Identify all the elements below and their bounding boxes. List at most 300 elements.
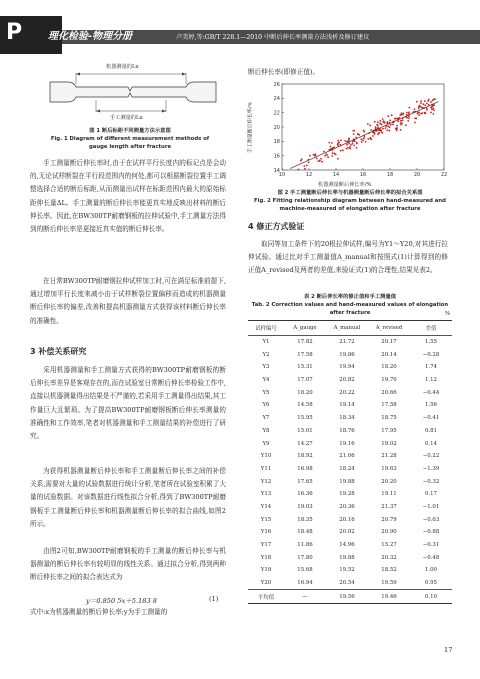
table-cell: 20.16 xyxy=(339,516,355,523)
fig2-caption-en2: machine-measured of elongation after fracture xyxy=(279,206,421,212)
table-avg-cell: 0.10 xyxy=(424,593,437,600)
table-cell: 19.52 xyxy=(339,567,355,574)
table-cell: 19.88 xyxy=(339,478,355,485)
table-cell: 0.95 xyxy=(424,580,437,587)
th-manual: A_manual xyxy=(333,325,361,332)
label-machine: 机器测量的Lu xyxy=(106,64,139,70)
table-avg-cell: 19.46 xyxy=(381,593,397,600)
table-cell: 20.32 xyxy=(381,554,397,561)
table-avg-cell: — xyxy=(302,593,308,600)
data-point xyxy=(340,139,342,141)
table-cell: 19.16 xyxy=(339,440,355,447)
paragraph-2: 在日常BW300TP耐磨钢拉伸试样加工时,可在满足标准前提下,通过增加平行长度来减小由于试样断裂位置偏移而造成的机器测量断后伸长率的偏差,改善和提高机器测量方式获得该材料断后伸长率的准确性。 xyxy=(30,277,226,325)
table-row xyxy=(248,564,452,577)
data-point xyxy=(340,150,342,152)
data-point xyxy=(385,127,387,129)
table-cell: Y9 xyxy=(262,440,270,447)
data-point xyxy=(426,107,428,109)
data-point xyxy=(430,101,432,103)
table-cell: 20.17 xyxy=(381,339,397,346)
data-point xyxy=(350,144,352,146)
table-cell: 17.58 xyxy=(381,402,397,409)
table-row xyxy=(248,412,452,425)
table-cell: 20.90 xyxy=(381,529,397,536)
y-tick-label: 20 xyxy=(273,124,280,131)
table-cell: 21.06 xyxy=(339,453,355,460)
data-point xyxy=(424,100,426,102)
table-cell: 20.14 xyxy=(381,351,397,358)
table-cell: Y5 xyxy=(262,389,270,396)
data-point xyxy=(332,152,334,154)
table-cell: 20.66 xyxy=(381,389,397,396)
data-point xyxy=(348,139,350,141)
table-cell: 15.01 xyxy=(297,427,313,434)
data-point xyxy=(346,148,348,150)
table-cell: 19.88 xyxy=(339,554,355,561)
data-point xyxy=(354,140,356,142)
paragraph-3: 采用机器测量和手工测量方式获得的BW300TP耐磨钢板的断后伸长率差异是客观存在的,而在试验室日常断后伸长率检验工作中,直接以机器测量得出结果是不严谨的,若采用手工测量得出结果,其工作量巨大且繁琐。为了提高BW300TP耐磨钢板断后伸长率测量的准确性和工作效率,笔者对机器测量和手工测量结果的补偿进行了研究。 xyxy=(30,366,226,441)
table-cell: 19.02 xyxy=(381,440,397,447)
fig1-caption-cn: 图 1 断后标距不同测量方法示意图 xyxy=(89,128,171,134)
table-cell: Y16 xyxy=(260,529,272,536)
table-cell: −0.41 xyxy=(422,415,440,422)
data-point xyxy=(405,124,407,126)
data-point xyxy=(352,143,354,145)
data-point xyxy=(323,151,325,153)
data-point xyxy=(390,124,392,126)
table-cell: Y8 xyxy=(262,427,270,434)
table-cell: 20.20 xyxy=(381,478,397,485)
table-row xyxy=(248,374,452,387)
table-cell: 15.95 xyxy=(297,415,313,422)
data-point xyxy=(352,141,354,143)
th-id: 试样编号 xyxy=(255,326,277,333)
page-number: 17 xyxy=(444,646,453,654)
paragraph-7: 取同等加工条件下的20根拉伸试样,编号为Y1～Y20,对其进行拉伸试验。通过比对手工测量值A_manual和按照式(1)计算得到的修正值A_revised及两者的差值,来验证式(1)的合理性,结果见表2。 xyxy=(248,240,448,275)
data-point xyxy=(416,101,418,103)
table-cell: Y4 xyxy=(262,377,270,384)
data-point xyxy=(327,156,329,158)
data-point xyxy=(346,144,348,146)
y-tick-label: 24 xyxy=(273,96,280,103)
fit-line xyxy=(290,102,439,169)
data-point xyxy=(433,104,435,106)
table-cell: 18.48 xyxy=(297,529,313,536)
data-point xyxy=(355,137,357,139)
table-cell: 1.74 xyxy=(424,364,437,371)
table-cell: 19.11 xyxy=(381,491,397,498)
data-point xyxy=(414,122,416,124)
table-cell: 1.55 xyxy=(424,339,437,346)
data-point xyxy=(328,142,330,144)
table-cell: 1.12 xyxy=(424,377,437,384)
table-cell: 17.95 xyxy=(381,427,397,434)
table-avg-cell: 19.56 xyxy=(339,593,355,600)
chart-frame xyxy=(282,84,444,170)
data-point xyxy=(379,120,381,122)
table-cell: 14.96 xyxy=(339,542,355,549)
data-point xyxy=(402,119,404,121)
table-cell: 15.31 xyxy=(297,364,313,371)
data-point xyxy=(422,103,424,105)
data-point xyxy=(407,120,409,122)
data-point xyxy=(298,169,300,171)
data-point xyxy=(384,122,386,124)
data-point xyxy=(376,124,378,126)
y-tick-label: 16 xyxy=(273,153,280,160)
data-point xyxy=(320,158,322,160)
table-cell: 21.28 xyxy=(381,453,397,460)
y-tick-label: 14 xyxy=(273,167,280,174)
data-point xyxy=(353,133,355,135)
th-revised: A_revised xyxy=(375,325,403,332)
table-cell: 17.58 xyxy=(297,351,313,358)
table-cell: −0.31 xyxy=(422,542,440,549)
data-point xyxy=(433,113,435,115)
fig2-caption: 图 2 手工测量断后伸长率与机器测量断后伸长率的拟合关系图 xyxy=(277,190,423,196)
table-cell: 14.27 xyxy=(297,440,313,447)
table-cell: 19.94 xyxy=(339,364,355,371)
data-point xyxy=(370,137,372,139)
data-point xyxy=(331,155,333,157)
data-point xyxy=(325,153,327,155)
paragraph-4: 为获得机器测量断后伸长率和手工测量断后伸长率之间的补偿关系,需要对大量的试验数据进行统计分析,笔者所在试验室积累了大量的试验数据。对该数据进行线性拟合分析,得到了BW300TP耐磨钢板手工测量断后伸长率和机器测量断后伸长率的拟合曲线,如图2所示。 xyxy=(30,467,226,528)
x-tick-label: 22 xyxy=(440,172,448,178)
data-point xyxy=(434,98,436,100)
data-point xyxy=(361,141,363,143)
data-point xyxy=(304,168,306,170)
data-point xyxy=(319,160,321,162)
fig2-caption-en1: Fig. 2 Fitting relationship diagram between hand-measured and xyxy=(254,198,446,204)
data-point xyxy=(386,122,388,124)
table-cell: Y3 xyxy=(262,364,270,371)
data-point xyxy=(401,123,403,125)
data-table xyxy=(248,322,452,604)
data-point xyxy=(386,129,388,131)
data-point xyxy=(367,123,369,125)
fig1-caption-en2: gauge length after fracture xyxy=(88,144,172,150)
table-row xyxy=(248,463,452,476)
data-point xyxy=(424,104,426,106)
data-point xyxy=(370,129,372,131)
table-cell: 17.07 xyxy=(297,377,313,384)
table-cell: −1.39 xyxy=(422,465,440,472)
data-point xyxy=(363,137,365,139)
table-cell: 21.37 xyxy=(381,503,397,510)
data-point xyxy=(316,158,318,160)
table-cell: −1.01 xyxy=(422,503,440,510)
data-point xyxy=(427,100,429,102)
table-cell: 19.28 xyxy=(339,491,355,498)
data-point xyxy=(374,121,376,123)
data-point xyxy=(337,142,339,144)
table-cell: 19.59 xyxy=(381,580,397,587)
table-avg-cell: 平均值 xyxy=(257,594,275,601)
data-point xyxy=(396,125,398,127)
table-row xyxy=(248,399,452,412)
data-point xyxy=(397,120,399,122)
data-point xyxy=(389,119,391,121)
table-cell: Y18 xyxy=(260,554,272,561)
table-cell: 20.22 xyxy=(339,389,355,396)
table-row xyxy=(248,425,452,438)
table-cell: Y7 xyxy=(262,415,270,422)
running-head: 卢美婷,等:GB/T 228.1—2010 中断后伸长率测量方法浅析及修订建议 xyxy=(176,34,370,41)
data-point xyxy=(321,161,323,163)
table-cell: 17.80 xyxy=(297,554,313,561)
data-point xyxy=(408,117,410,119)
table-cell: 18.20 xyxy=(297,389,313,396)
x-tick-label: 18 xyxy=(386,172,394,178)
paragraph-1: 手工测量断后伸长率时,由于在试样平行长度内的标记点是会动的,无论试样断裂在平行段范围内的何处,都可以根据断裂位置手工调整选择合适的断后标距,从而测量出试样在标距范围内最大的原始标距伸长量ΔL。手工测量的断后伸长率能更真实地反映出材料的断后伸长率。因此,在BW300TP耐磨钢板的拉伸试验中,手工测量方法得到的断后伸长率是更接近真实值的断后伸长率。 xyxy=(30,159,226,234)
table-unit: % xyxy=(445,311,451,317)
data-point xyxy=(356,143,358,145)
data-point xyxy=(337,158,339,160)
data-point xyxy=(424,112,426,114)
table-cell: Y2 xyxy=(262,351,270,358)
table-cell: 14.58 xyxy=(297,402,313,409)
data-point xyxy=(421,106,423,108)
table-cell: 0.14 xyxy=(424,440,437,447)
data-point xyxy=(374,133,376,135)
data-point xyxy=(399,114,401,116)
data-point xyxy=(381,132,383,134)
chart-ylabel: 手工测量断后伸长率/% xyxy=(247,101,254,154)
table-cell: −0.44 xyxy=(422,389,440,396)
table-cell: Y15 xyxy=(260,516,272,523)
paragraph-5: 由图2可知,BW300TP耐磨钢板的手工测量的断后伸长率与机器测量的断后伸长率有较明显的线性关系。通过拟合分析,得到两种断后伸长率之间的拟合表达式为 xyxy=(30,547,226,582)
table-title-en2: after fracture xyxy=(329,310,371,316)
x-tick-label: 20 xyxy=(413,172,421,178)
chart-xlabel: 机器测量断后伸长率/% xyxy=(318,182,372,188)
data-point xyxy=(397,118,399,120)
data-point xyxy=(369,125,371,127)
data-point xyxy=(417,111,419,113)
data-point xyxy=(414,108,416,110)
table-row xyxy=(248,361,452,374)
data-point xyxy=(408,113,410,115)
x-tick-label: 12 xyxy=(305,172,313,178)
data-point xyxy=(382,128,384,130)
table-cell: 18.52 xyxy=(381,567,397,574)
table-cell: Y6 xyxy=(262,402,270,409)
data-point xyxy=(414,117,416,119)
data-point xyxy=(400,129,402,131)
table-row xyxy=(248,539,452,552)
table-cell: 19.14 xyxy=(339,402,355,409)
table-cell: Y1 xyxy=(262,339,270,346)
x-tick-label: 10 xyxy=(278,172,286,178)
data-point xyxy=(426,103,428,105)
table-cell: 19.86 xyxy=(339,351,355,358)
data-point xyxy=(353,130,355,132)
data-point xyxy=(432,108,434,110)
data-point xyxy=(387,115,389,117)
table-cell: Y12 xyxy=(260,478,272,485)
data-point xyxy=(324,155,326,157)
data-point xyxy=(349,148,351,150)
table-cell: 16.98 xyxy=(297,465,313,472)
table-average-row xyxy=(248,590,452,604)
th-diff: 差值 xyxy=(425,326,437,333)
data-point xyxy=(400,112,402,114)
data-point xyxy=(308,161,310,163)
th-gauge: A_gauge xyxy=(293,325,317,332)
data-point xyxy=(306,165,308,167)
table-row xyxy=(248,551,452,564)
table-cell: 20.36 xyxy=(339,503,355,510)
paragraph-6: 式中:x为机器测量的断后伸长率;y为手工测量的 xyxy=(30,608,168,616)
data-point xyxy=(420,102,422,104)
table-header-row xyxy=(248,322,452,335)
table-cell: 15.68 xyxy=(297,567,313,574)
table-cell: 18.20 xyxy=(381,364,397,371)
data-point xyxy=(406,112,408,114)
data-point xyxy=(309,155,311,157)
y-tick-label: 18 xyxy=(273,139,280,146)
data-point xyxy=(418,114,420,116)
data-point xyxy=(379,123,381,125)
table-cell: 19.63 xyxy=(381,465,397,472)
data-point xyxy=(391,114,393,116)
table-cell: 17.65 xyxy=(297,478,313,485)
data-point xyxy=(360,138,362,140)
data-point xyxy=(348,143,350,145)
y-tick-label: 26 xyxy=(273,81,280,88)
data-point xyxy=(358,134,360,136)
table-cell: 15.27 xyxy=(381,542,397,549)
table-cell: 18.24 xyxy=(339,465,355,472)
table-title-cn: 表 2 断后伸长率的修正值和手工测量值 xyxy=(303,294,397,300)
table-cell: −0.63 xyxy=(422,516,440,523)
data-point xyxy=(392,123,394,125)
table-row xyxy=(248,437,452,450)
equation-1: y＝0.850 5x＋5.183 8 xyxy=(86,597,157,605)
data-point xyxy=(367,138,369,140)
data-point xyxy=(430,107,432,109)
data-point xyxy=(378,132,380,134)
data-point xyxy=(329,146,331,148)
logo-glyph: P xyxy=(6,20,23,45)
table-row xyxy=(248,386,452,399)
table-cell: 18.35 xyxy=(297,516,313,523)
paragraph-0: 断后伸长率(即修正值)。 xyxy=(248,68,320,76)
data-point xyxy=(420,113,422,115)
table-top-rule xyxy=(248,320,452,321)
data-point xyxy=(362,139,364,141)
table-cell: 16.36 xyxy=(297,491,313,498)
fig1-caption-en1: Fig. 1 Diagram of different measurement methods of xyxy=(50,136,210,142)
table-cell: Y11 xyxy=(260,465,272,472)
table-cell: 19.03 xyxy=(297,503,313,510)
data-point xyxy=(382,118,384,120)
equation-number: (1) xyxy=(209,595,219,603)
journal-name: 理化检验-物理分册 xyxy=(48,31,133,42)
table-cell: 19.70 xyxy=(381,377,397,384)
table-cell: 16.94 xyxy=(297,580,313,587)
data-point xyxy=(357,133,359,135)
y-tick-label: 22 xyxy=(273,110,280,117)
section-4-heading: 4 修正方式验证 xyxy=(248,222,305,231)
data-point xyxy=(430,112,432,114)
table-title-en1: Tab. 2 Correction values and hand-measured values of elongation xyxy=(251,302,449,308)
data-point xyxy=(349,146,351,148)
table-cell: −0.28 xyxy=(422,351,440,358)
data-point xyxy=(400,120,402,122)
data-point xyxy=(377,127,379,129)
label-hand: 手工测量的Lu xyxy=(110,115,143,121)
data-point xyxy=(375,126,377,128)
data-point xyxy=(313,154,315,156)
table-row xyxy=(248,348,452,361)
data-point xyxy=(389,126,391,128)
table-row xyxy=(248,475,452,488)
data-point xyxy=(419,106,421,108)
data-point xyxy=(396,129,398,131)
table-row xyxy=(248,450,452,463)
table-cell: 0.17 xyxy=(424,491,437,498)
data-point xyxy=(377,133,379,135)
table-cell: −0.32 xyxy=(422,478,440,485)
table-row xyxy=(248,335,452,348)
table-cell: 18.75 xyxy=(381,415,397,422)
data-point xyxy=(356,147,358,149)
section-3-heading: 3 补偿关系研究 xyxy=(30,347,87,356)
data-point xyxy=(426,109,428,111)
table-cell: 11.86 xyxy=(297,542,313,549)
table-cell: Y10 xyxy=(260,453,272,460)
table-cell: 20.82 xyxy=(339,377,355,384)
data-point xyxy=(303,165,305,167)
table-row xyxy=(248,488,452,501)
table-cell: 17.82 xyxy=(297,339,313,346)
data-point xyxy=(408,107,410,109)
data-point xyxy=(388,130,390,132)
table-cell: 18.92 xyxy=(297,453,313,460)
data-point xyxy=(402,112,404,114)
data-point xyxy=(433,109,435,111)
table-cell: −0.22 xyxy=(422,453,440,460)
table-cell: 20.02 xyxy=(339,529,355,536)
table-cell: 18.34 xyxy=(339,415,355,422)
table-cell: Y17 xyxy=(260,542,272,549)
data-point xyxy=(342,149,344,151)
data-point xyxy=(420,100,422,102)
data-point xyxy=(363,131,365,133)
data-point xyxy=(353,145,355,147)
data-point xyxy=(337,140,339,142)
table-cell: 20.79 xyxy=(381,516,397,523)
table-cell: Y19 xyxy=(260,567,272,574)
data-point xyxy=(377,121,379,123)
table-cell: 0.81 xyxy=(424,427,437,434)
data-point xyxy=(331,142,333,144)
data-point xyxy=(365,141,367,143)
data-point xyxy=(344,140,346,142)
table-cell: 1.00 xyxy=(424,567,437,574)
table-row xyxy=(248,526,452,539)
table-cell: 21.72 xyxy=(339,339,355,346)
table-cell: Y20 xyxy=(260,580,272,587)
table-cell: −0.88 xyxy=(422,529,440,536)
data-point xyxy=(347,147,349,149)
data-point xyxy=(395,118,397,120)
table-row xyxy=(248,513,452,526)
table-cell: 20.54 xyxy=(339,580,355,587)
x-tick-label: 16 xyxy=(359,172,367,178)
table-row xyxy=(248,577,452,590)
data-point xyxy=(301,158,303,160)
